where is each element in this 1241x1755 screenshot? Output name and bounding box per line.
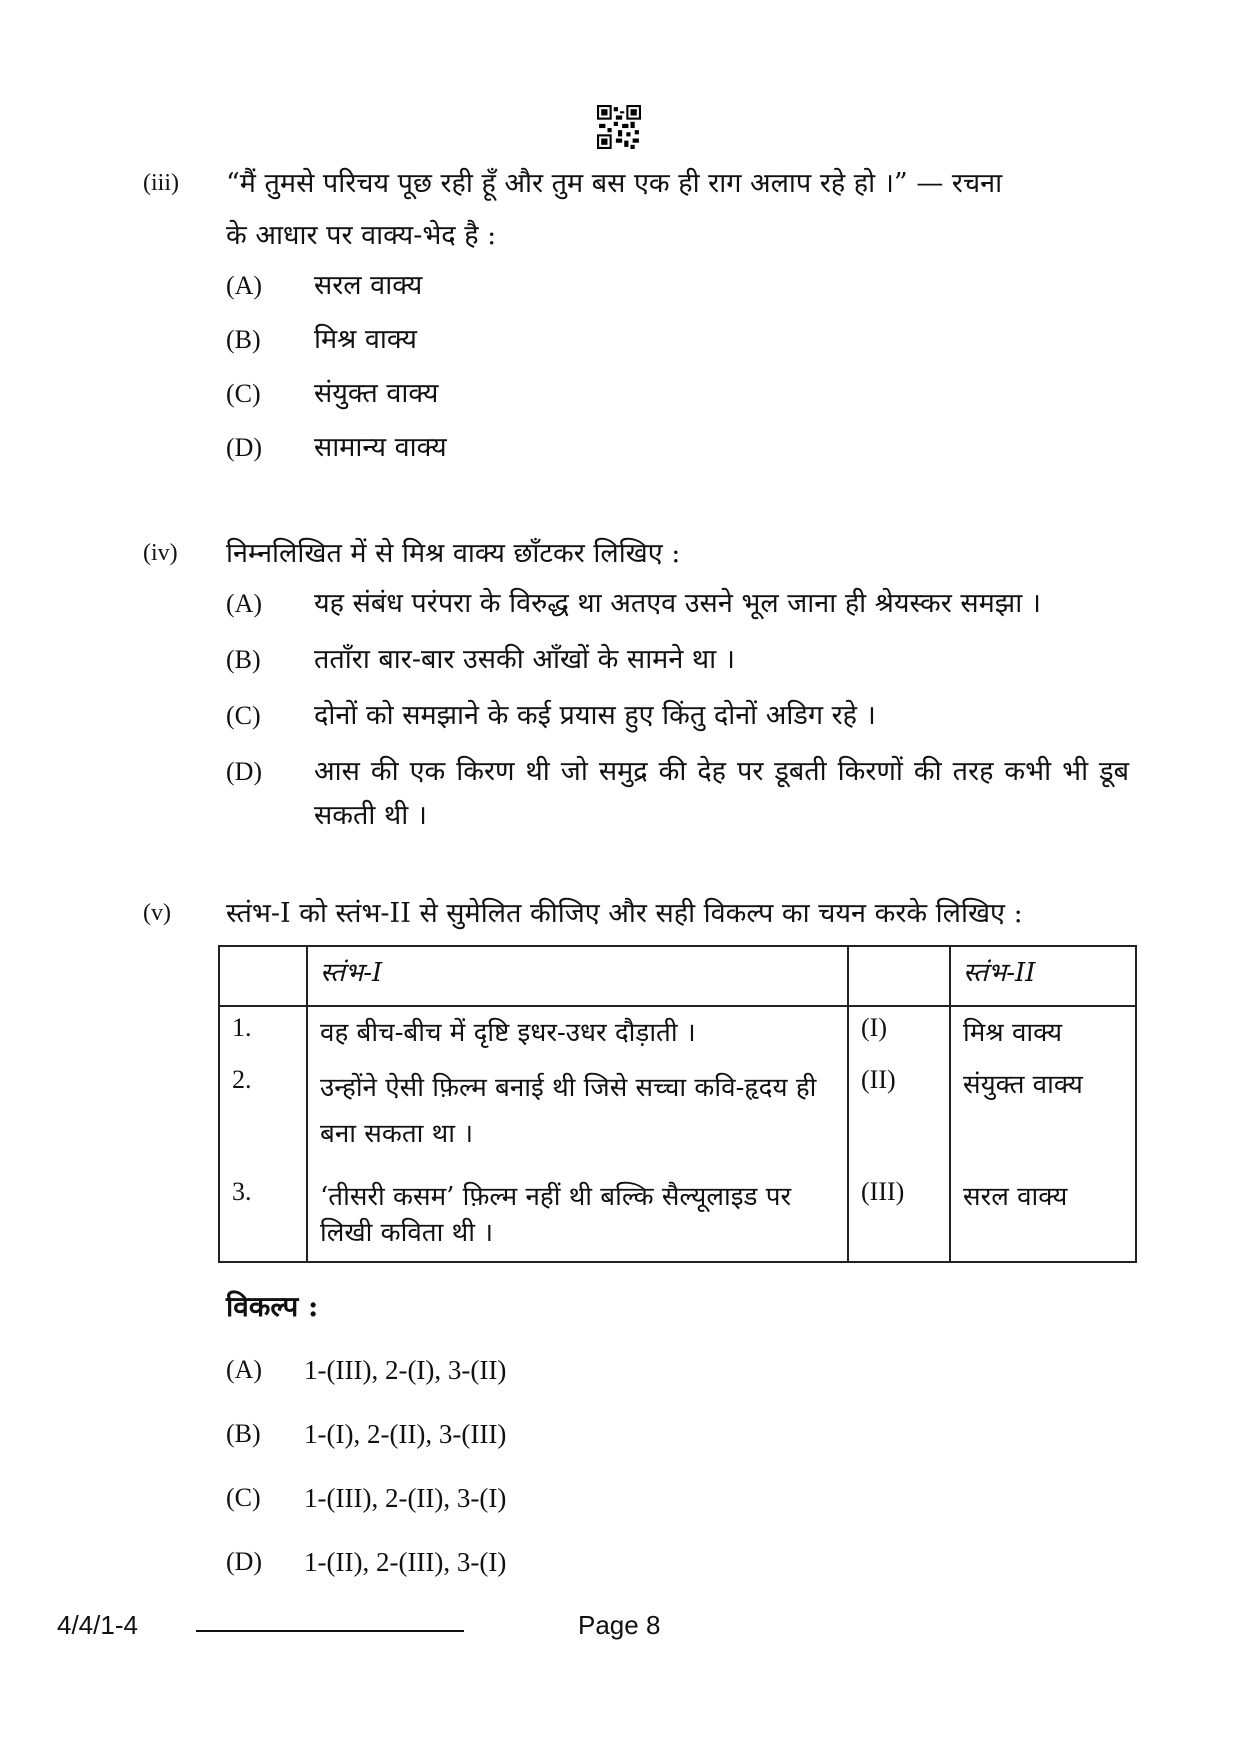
option-text: संयुक्त वाक्य [314, 378, 439, 409]
row-number: 1. [219, 1006, 307, 1059]
question-number: (v) [143, 900, 171, 926]
option-text: मिश्र वाक्य [314, 324, 417, 355]
option-label: (D) [226, 757, 263, 786]
table-cell [848, 946, 950, 1006]
row-right-text: मिश्र वाक्य [950, 1006, 1136, 1059]
footer-divider [196, 1630, 464, 1632]
question-text: “मैं तुमसे परिचय पूछ रही हूँ और तुम बस एक ही राग अलाप रहे हो ।” — रचना [226, 168, 1003, 199]
row-number: 3. [219, 1171, 307, 1262]
table-row [219, 1006, 1136, 1059]
option-text: 1-(I), 2-(II), 3-(III) [304, 1419, 507, 1449]
row-right-text: संयुक्त वाक्य [950, 1059, 1136, 1171]
page-footer [0, 1610, 1241, 1650]
option-text: सरल वाक्य [314, 270, 423, 301]
question-number: (iii) [143, 170, 179, 196]
option-text: आस की एक किरण थी जो समुद्र की देह पर डूबती किरणों की तरह कभी भी डूब सकती थी । [314, 756, 1129, 831]
option-label: (A) [226, 1355, 263, 1384]
option-label: (B) [226, 1419, 261, 1448]
row-roman: (II) [848, 1059, 950, 1171]
match-table [218, 945, 1137, 1263]
column-header: स्तंभ-II [950, 946, 1136, 1006]
option-text: सामान्य वाक्य [314, 432, 447, 463]
option-text: 1-(III), 2-(II), 3-(I) [304, 1483, 507, 1513]
option-text: 1-(II), 2-(III), 3-(I) [304, 1547, 507, 1577]
question-text: निम्नलिखित में से मिश्र वाक्य छाँटकर लिखिए : [226, 538, 681, 569]
table-row [219, 1171, 1136, 1262]
option-text: यह संबंध परंपरा के विरुद्ध था अतएव उसने भूल जाना ही श्रेयस्कर समझा । [314, 588, 1042, 619]
option-label: (C) [226, 1483, 261, 1512]
table-cell [219, 946, 307, 1006]
question-text-cont: के आधार पर वाक्य-भेद है : [226, 220, 497, 251]
row-number: 2. [219, 1059, 307, 1171]
table-header-row [219, 946, 1136, 1006]
option-label: (C) [226, 701, 261, 730]
row-left-text: ‘तीसरी कसम’ फ़िल्म नहीं थी बल्कि सैल्यूलाइड पर लिखी कविता थी । [307, 1171, 848, 1262]
options-heading: विकल्प : [226, 1290, 319, 1323]
table-row [219, 1059, 1136, 1171]
row-roman: (I) [848, 1006, 950, 1059]
row-left-text: वह बीच-बीच में दृष्टि इधर-उधर दौड़ाती । [307, 1006, 848, 1059]
option-text: दोनों को समझाने के कई प्रयास हुए किंतु दोनों अडिग रहे । [314, 700, 876, 731]
option-label: (B) [226, 645, 261, 674]
row-roman: (III) [848, 1171, 950, 1262]
option-label: (D) [226, 433, 263, 462]
qr-code-icon [597, 105, 641, 149]
paper-code: 4/4/1-4 [57, 1610, 138, 1640]
row-right-text: सरल वाक्य [950, 1171, 1136, 1262]
row-left-text: उन्होंने ऐसी फ़िल्म बनाई थी जिसे सच्चा कवि-हृदय ही बना सकता था । [307, 1059, 848, 1171]
option-label: (D) [226, 1547, 263, 1576]
option-label: (A) [226, 271, 263, 300]
option-text: 1-(III), 2-(I), 3-(II) [304, 1355, 507, 1385]
question-number: (iv) [143, 540, 178, 566]
option-text: तताँरा बार-बार उसकी आँखों के सामने था । [314, 644, 735, 675]
option-label: (B) [226, 325, 261, 354]
option-label: (A) [226, 589, 263, 618]
option-label: (C) [226, 379, 261, 408]
page-number: Page 8 [578, 1610, 661, 1640]
column-header: स्तंभ-I [307, 946, 848, 1006]
question-text: स्तंभ-I को स्तंभ-II से सुमेलित कीजिए और सही विकल्प का चयन करके लिखिए : [226, 898, 1023, 929]
